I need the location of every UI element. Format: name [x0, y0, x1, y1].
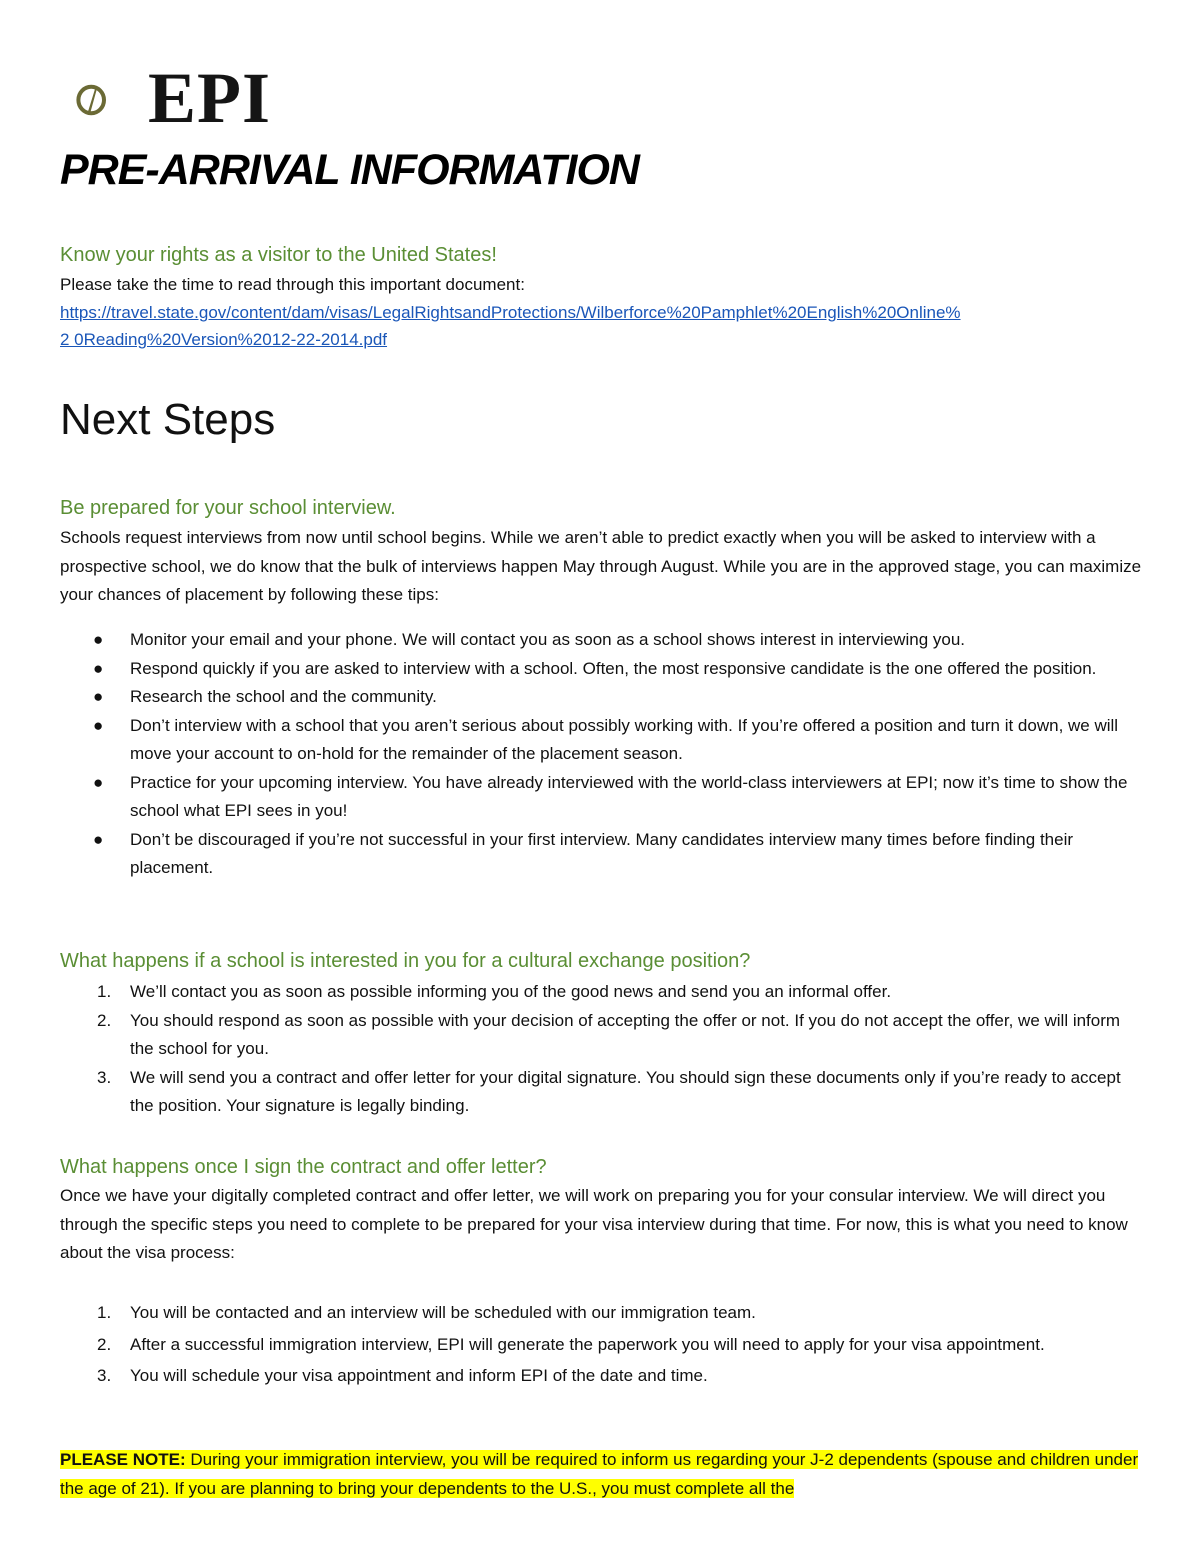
list-item: 2. After a successful immigration interview, EPI will generate the paperwork you will need to apply for your visa appointment. — [97, 1334, 1045, 1354]
list-item: ● Research the school and the community. — [60, 683, 1142, 712]
logo-text: EPI — [148, 58, 272, 138]
bullet-icon: ● — [93, 715, 104, 735]
epi-logo-mark — [76, 60, 156, 140]
rights-intro: Please take the time to read through this important document: — [60, 275, 525, 294]
rights-link-cont[interactable] — [60, 326, 387, 354]
visa-steps-list — [60, 1299, 1142, 1391]
note-text: During your immigration interview, you will be required to inform us regarding your J-2 dependents (spouse and children under the age of 21). If you are planning to bring your dependents to the U.S., you must complete all the — [60, 1450, 1139, 1498]
list-item: ● Don’t interview with a school that you aren’t serious about possibly working with. If you’re offered a position and turn it down, we will move your account to on-hold for the remainder of the placement season. — [60, 712, 1142, 769]
legal-rights-link-line1[interactable]: https://travel.state.gov/content/dam/visas/LegalRightsandProtections/Wilberforce%20Pamphlet%20English%20Online% — [60, 303, 961, 322]
note-label: PLEASE NOTE: — [60, 1450, 186, 1469]
interested-heading: What happens if a school is interested in you for a cultural exchange position? — [60, 950, 751, 972]
legal-rights-link-line2[interactable]: 2 0Reading%20Version%2012-22-2014.pdf — [60, 330, 388, 349]
list-item: 2. You should respond as soon as possible with your decision of accepting the offer or not. If you do not accept the offer, we will inform the school for you. — [97, 1010, 1121, 1058]
interview-paragraph: Schools request interviews from now until school begins. While we aren’t able to predict exactly when you will be asked to interview with a prospective school, we do know that the bulk of interviews happen May through August. While you are in the approved stage, you can maximize your chances of placement by following these tips: — [60, 528, 1142, 604]
bullet-icon: ● — [93, 829, 104, 849]
list-item: 3. We will send you a contract and offer letter for your digital signature. You should sign these documents only if you’re ready to accept the position. Your signature is legally binding. — [97, 1067, 1121, 1115]
bullet-icon: ● — [93, 630, 104, 649]
rights-link[interactable] — [60, 299, 961, 327]
list-item: ● Don’t be discouraged if you’re not successful in your first interview. Many candidates interview many times before finding their placement. — [60, 826, 1142, 883]
list-item: ● Monitor your email and your phone. We will contact you as soon as a school shows interest in interviewing you. — [60, 626, 1142, 655]
interview-tips-list — [60, 626, 1142, 883]
list-item: ● Practice for your upcoming interview. You have already interviewed with the world-class interviewers at EPI; now it’s time to show the school what EPI sees in you! — [60, 769, 1142, 826]
rights-heading: Know your rights as a visitor to the United States! — [60, 244, 497, 266]
compass-needle-icon — [88, 88, 97, 112]
signed-heading: What happens once I sign the contract and offer letter? — [60, 1156, 547, 1178]
interview-heading: Be prepared for your school interview. — [60, 497, 396, 519]
page-title: PRE-ARRIVAL INFORMATION — [60, 146, 639, 194]
list-item: 1. You will be contacted and an interview will be scheduled with our immigration team. — [97, 1303, 756, 1322]
signed-paragraph: Once we have your digitally completed contract and offer letter, we will work on preparing you for your consular interview. We will direct you through the specific steps you need to complete to be prepared for your visa interview during that time. For now, this is what you need to know about the visa process: — [60, 1186, 1128, 1262]
next-steps-heading: Next Steps — [60, 395, 276, 444]
please-note — [60, 1446, 1142, 1503]
list-item: ● Respond quickly if you are asked to interview with a school. Often, the most responsive candidate is the one offered the position. — [60, 655, 1142, 684]
list-item: 3. You will schedule your visa appointment and inform EPI of the date and time. — [97, 1366, 708, 1385]
bullet-icon: ● — [93, 772, 104, 792]
bullet-icon: ● — [93, 658, 104, 678]
bullet-icon: ● — [93, 687, 104, 706]
list-item: 1. We’ll contact you as soon as possible informing you of the good news and send you an informal offer. — [97, 982, 892, 1001]
interested-steps-list — [60, 978, 1142, 1121]
